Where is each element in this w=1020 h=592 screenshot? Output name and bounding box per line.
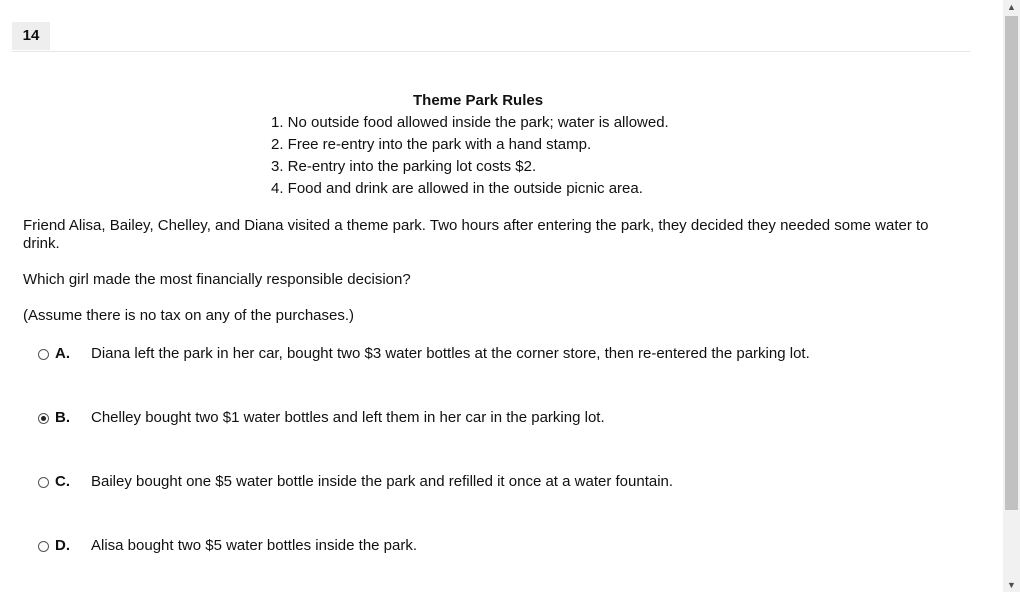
rule-item: 4. Food and drink are allowed in the outside picnic area. <box>271 180 643 197</box>
question-prompt: Which girl made the most financially responsible decision? <box>23 271 411 288</box>
scrollbar-thumb[interactable] <box>1005 16 1018 510</box>
triangle-down-icon[interactable]: ▼ <box>1007 580 1016 590</box>
radio-button-b[interactable] <box>38 413 49 424</box>
answer-option-c[interactable] <box>38 471 673 493</box>
vertical-scrollbar[interactable] <box>1003 0 1020 592</box>
question-number: 14 <box>12 22 50 50</box>
radio-button-c[interactable] <box>38 477 49 488</box>
question-header <box>12 22 970 52</box>
rule-item: 3. Re-entry into the parking lot costs $2. <box>271 158 537 175</box>
option-letter: D. <box>55 537 70 554</box>
rules-title: Theme Park Rules <box>413 92 544 109</box>
answer-option-d[interactable] <box>38 535 417 557</box>
option-text: Alisa bought two $5 water bottles inside the park. <box>91 537 418 554</box>
option-letter: B. <box>55 409 70 426</box>
option-text: Bailey bought one $5 water bottle inside the park and refilled it once at a water fountain. <box>91 473 674 490</box>
triangle-up-icon[interactable]: ▲ <box>1007 2 1016 12</box>
passage-text: Friend Alisa, Bailey, Chelley, and Diana visited a theme park. Two hours after entering the park, they decided they needed some water to drink. <box>23 217 929 252</box>
radio-button-a[interactable] <box>38 349 49 360</box>
answer-option-b[interactable] <box>38 407 605 429</box>
option-text: Chelley bought two $1 water bottles and left them in her car in the parking lot. <box>91 409 605 426</box>
answer-option-a[interactable] <box>38 343 810 365</box>
option-letter: A. <box>55 345 70 362</box>
rules-box <box>271 90 691 200</box>
rule-item: 1. No outside food allowed inside the park; water is allowed. <box>271 114 669 131</box>
option-letter: C. <box>55 473 70 490</box>
question-note: (Assume there is no tax on any of the purchases.) <box>23 307 355 324</box>
option-text: Diana left the park in her car, bought two $3 water bottles at the corner store, then re-entered the parking lot. <box>91 345 810 362</box>
rule-item: 2. Free re-entry into the park with a hand stamp. <box>271 136 592 153</box>
radio-button-d[interactable] <box>38 541 49 552</box>
